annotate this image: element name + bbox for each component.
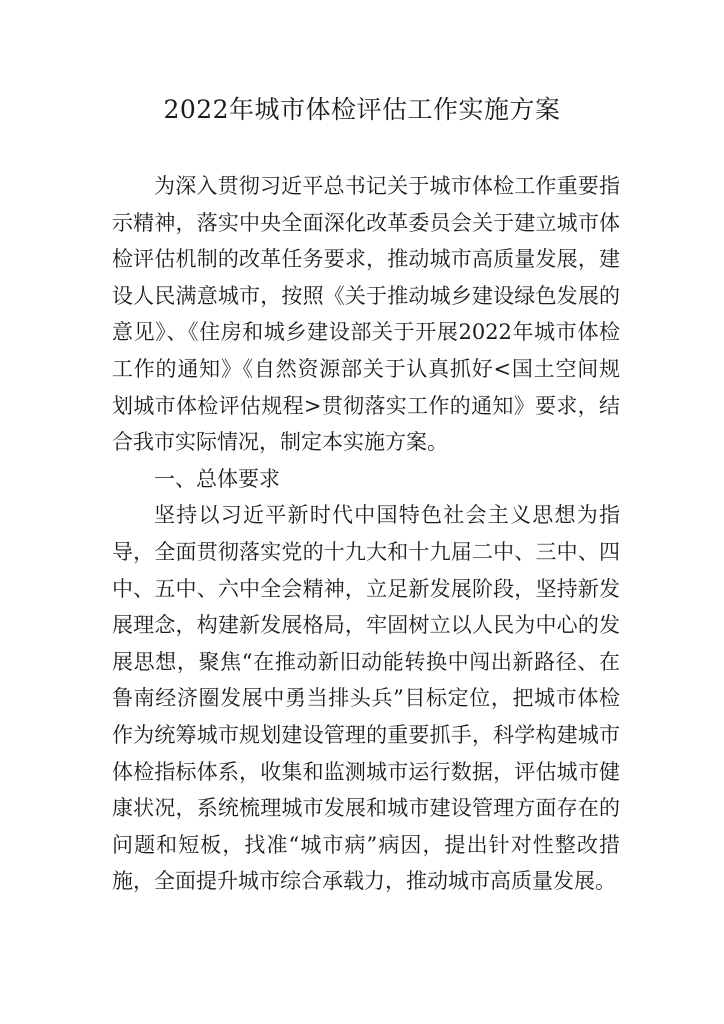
document-body bbox=[112, 168, 620, 900]
section-heading-general-requirements: 一、总体要求 bbox=[154, 466, 280, 491]
general-requirements-paragraph: 坚持以习近平新时代中国特色社会主义思想为指导，全面贯彻落实党的十九大和十九届二中、三中、四中、五中、六中全会精神，立足新发展阶段，坚持新发展理念，构建新发展格局，牢固树立以人民为中心的发展思想，聚焦“在推动新旧动能转换中闯出新路径、在鲁南经济圈发展中勇当排头兵”目标定位，把城市体检作为统筹城市规划建设管理的重要抓手，科学构建城市体检指标体系，收集和监测城市运行数据，评估城市健康状况，系统梳理城市发展和城市建设管理方面存在的问题和短板，找准“城市病”病因，提出针对性整改措施，全面提升城市综合承载力，推动城市高质量发展。 bbox=[112, 503, 620, 894]
intro-paragraph: 为深入贯彻习近平总书记关于城市体检工作重要指示精神，落实中央全面深化改革委员会关于建立城市体检评估机制的改革任务要求，推动城市高质量发展，建设人民满意城市，按照《关于推动城乡建设绿色发展的意见》、《住房和城乡建设部关于开展2022年城市体检工作的通知》《自然资源部关于认真抓好<国土空间规划城市体检评估规程>贯彻落实工作的通知》要求，结合我市实际情况，制定本实施方案。 bbox=[112, 174, 620, 455]
document-title: 2022年城市体检评估工作实施方案 bbox=[163, 95, 561, 124]
